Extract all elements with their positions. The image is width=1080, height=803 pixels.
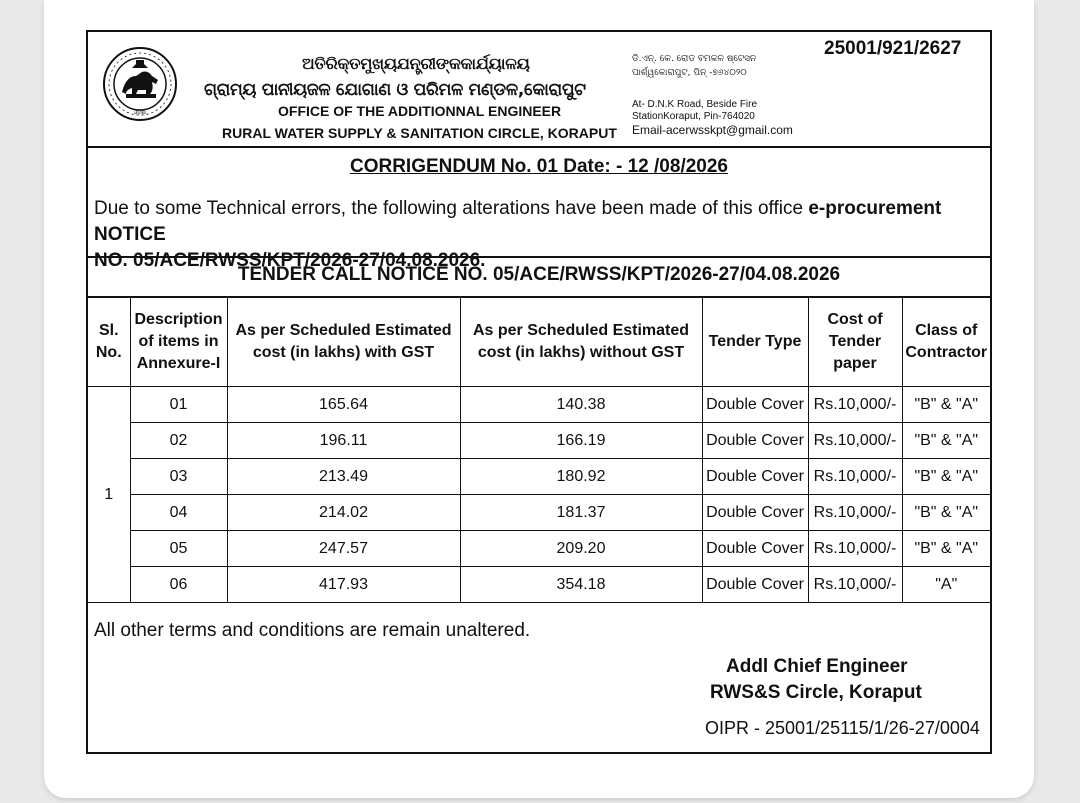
- col-header-description: [130, 298, 227, 387]
- divider: [88, 256, 990, 258]
- cost-without-gst-cell: 166.19: [460, 423, 702, 459]
- tender-paper-cost-cell: Rs.10,000/-: [808, 567, 902, 603]
- tender-paper-cost-cell: Rs.10,000/-: [808, 459, 902, 495]
- item-cell: 01: [130, 387, 227, 423]
- col-header-cost-line: Cost of: [827, 311, 883, 328]
- cost-with-gst-cell: 213.49: [227, 459, 460, 495]
- tender-paper-cost-cell: Rs.10,000/-: [808, 423, 902, 459]
- contractor-class-cell: "B" & "A": [902, 531, 990, 567]
- table-row: [88, 423, 990, 459]
- terms-note: All other terms and conditions are remain unaltered.: [94, 620, 531, 641]
- col-header-without-gst-line: As per Scheduled Estimated: [472, 322, 690, 339]
- table-row: [88, 387, 990, 423]
- divider: [88, 146, 990, 148]
- tender-type-cell: Double Cover: [702, 531, 808, 567]
- table-row: [88, 531, 990, 567]
- corrigendum-title: CORRIGENDUM No. 01 Date: - 12 /08/2026: [349, 156, 728, 177]
- odia-office-title: ଅତିରିକ୍ତମୁଖ୍ୟଯନ୍ତ୍ରୀଙ୍କକାର୍ଯ୍ୟାଳୟ: [302, 54, 530, 73]
- office-title: OFFICE OF THE ADDITIONNAL ENGINEER: [278, 103, 562, 119]
- signatory-office: RWS&S Circle, Koraput: [710, 682, 922, 703]
- col-header-without-gst-line: cost (in lakhs) without GST: [477, 344, 685, 361]
- table-row: [88, 459, 990, 495]
- col-header-sl-line: No.: [95, 344, 122, 361]
- cost-without-gst-cell: 180.92: [460, 459, 702, 495]
- table-row: [88, 567, 990, 603]
- contractor-class-cell: "B" & "A": [902, 423, 990, 459]
- cost-with-gst-cell: 165.64: [227, 387, 460, 423]
- tender-paper-cost-cell: Rs.10,000/-: [808, 495, 902, 531]
- item-cell: 05: [130, 531, 227, 567]
- item-cell: 04: [130, 495, 227, 531]
- tender-table: [88, 298, 990, 603]
- signatory-title: Addl Chief Engineer: [726, 656, 908, 677]
- item-cell: 03: [130, 459, 227, 495]
- table-row: [88, 495, 990, 531]
- contractor-class-cell: "B" & "A": [902, 495, 990, 531]
- col-header-tender-paper-cost: [808, 298, 902, 387]
- sl-number-cell: 1: [88, 387, 130, 603]
- col-header-description-line: of items in: [138, 333, 219, 350]
- odisha-state-emblem-icon: [102, 46, 178, 122]
- tender-type-cell: Double Cover: [702, 495, 808, 531]
- reference-number: 25001/921/2627: [824, 38, 962, 59]
- tender-type-cell: Double Cover: [702, 459, 808, 495]
- oipr-number: OIPR - 25001/25115/1/26-27/0004: [705, 718, 980, 738]
- email-address: Email-acerwsskpt@gmail.com: [632, 123, 793, 137]
- notice-reference-part-1: e-procurement NOTICE: [94, 198, 942, 245]
- contractor-class-cell: "A": [902, 567, 990, 603]
- tender-type-cell: Double Cover: [702, 423, 808, 459]
- odia-circle-title: ଗ୍ରାମ୍ୟ ପାନୀୟଜଳ ଯୋଗାଣ ଓ ପରିମଳ ମଣ୍ଡଳ,କୋରାପୁଟ: [204, 80, 586, 100]
- cost-with-gst-cell: 196.11: [227, 423, 460, 459]
- tender-type-cell: Double Cover: [702, 567, 808, 603]
- tender-type-cell: Double Cover: [702, 387, 808, 423]
- contractor-class-cell: "B" & "A": [902, 387, 990, 423]
- col-header-cost-line: paper: [833, 355, 877, 372]
- corrigendum-text-normal: Due to some Technical errors, the following alterations have been made of this office: [94, 198, 809, 219]
- tender-paper-cost-cell: Rs.10,000/-: [808, 387, 902, 423]
- svg-text:ଓଡ଼ିଶା: ଓଡ଼ିଶା: [133, 110, 147, 116]
- notice-reference-part-2: NO. 05/ACE/RWSS/KPT/2026-27/04.08.2026.: [94, 250, 486, 271]
- col-header-description-line: Annexure-I: [136, 355, 221, 372]
- col-header-sl: [88, 298, 130, 387]
- odia-address-line-1: ଡି.ଏନ୍. କେ. ରୋଡ ବମକଳ ଷ୍ଟେସନ: [632, 54, 757, 64]
- col-header-tender-type-line: Tender Type: [708, 333, 802, 350]
- cost-with-gst-cell: 214.02: [227, 495, 460, 531]
- tender-call-title: TENDER CALL NOTICE NO. 05/ACE/RWSS/KPT/2026-27/04.08.2026: [237, 264, 841, 285]
- col-header-with-gst-line: As per Scheduled Estimated: [235, 322, 452, 339]
- col-header-description-line: Description: [134, 311, 223, 328]
- item-cell: 06: [130, 567, 227, 603]
- col-header-with-gst-line: cost (in lakhs) with GST: [252, 344, 435, 361]
- cost-without-gst-cell: 354.18: [460, 567, 702, 603]
- tender-notice: [86, 30, 992, 754]
- col-header-cost-line: Tender: [828, 333, 882, 350]
- tender-paper-cost-cell: Rs.10,000/-: [808, 531, 902, 567]
- odia-address-line-2: ପାର୍ଶ୍ୱକୋରାପୁଟ, ପିନ୍ -୭୬୪୦୨୦: [632, 68, 747, 78]
- cost-without-gst-cell: 181.37: [460, 495, 702, 531]
- col-header-cost-without-gst: [460, 298, 702, 387]
- cost-without-gst-cell: 209.20: [460, 531, 702, 567]
- cost-with-gst-cell: 247.57: [227, 531, 460, 567]
- corrigendum-text: [94, 196, 990, 274]
- address-line-2: StationKoraput, Pin-764020: [632, 111, 755, 122]
- col-header-cost-with-gst: [227, 298, 460, 387]
- table-header-row: [88, 298, 990, 387]
- circle-title: RURAL WATER SUPPLY & SANITATION CIRCLE, KORAPUT: [222, 125, 617, 141]
- item-cell: 02: [130, 423, 227, 459]
- cost-with-gst-cell: 417.93: [227, 567, 460, 603]
- col-header-sl-line: Sl.: [98, 322, 119, 339]
- col-header-contractor-class: [902, 298, 990, 387]
- col-header-class-line: Class of: [915, 322, 978, 339]
- cost-without-gst-cell: 140.38: [460, 387, 702, 423]
- col-header-class-line: Contractor: [905, 344, 988, 361]
- contractor-class-cell: "B" & "A": [902, 459, 990, 495]
- address-line-1: At- D.N.K Road, Beside Fire: [632, 99, 758, 110]
- col-header-tender-type: [702, 298, 808, 387]
